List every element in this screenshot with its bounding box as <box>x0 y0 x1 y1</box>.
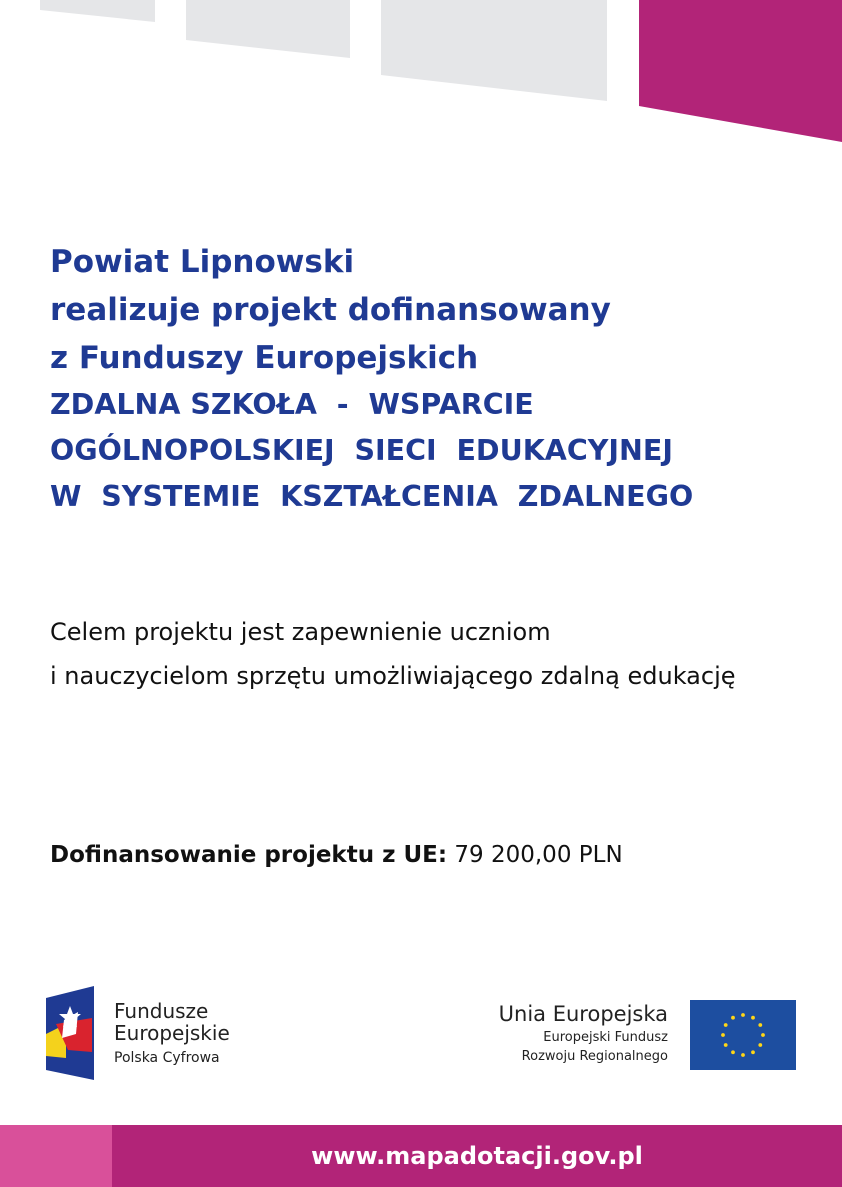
headline-line-2: realizuje projekt dofinansowany <box>50 292 611 328</box>
fundusze-europejskie-logo <box>114 1000 230 1070</box>
headline-line-1: Powiat Lipnowski <box>50 244 355 280</box>
funding-value: 79 200,00 PLN <box>454 842 623 868</box>
ue-title: Unia Europejska <box>498 1002 668 1026</box>
ue-line-1: Europejski Fundusz <box>543 1030 668 1045</box>
headline-line-6: W SYSTEMIE KSZTAŁCENIA ZDALNEGO <box>50 480 694 513</box>
website-url: www.mapadotacji.gov.pl <box>311 1142 643 1170</box>
funding-amount <box>50 842 623 868</box>
footer-accent <box>0 1125 112 1187</box>
gray-panel-2 <box>186 0 350 58</box>
headline-line-3: z Funduszy Europejskich <box>50 340 479 376</box>
unia-europejska-logo <box>499 1000 668 1066</box>
gray-panel-3 <box>381 0 607 101</box>
fe-line-3: Polska Cyfrowa <box>114 1050 220 1066</box>
gray-panel-1 <box>40 0 155 22</box>
ue-line-2: Rozwoju Regionalnego <box>521 1049 668 1064</box>
fe-line-2: Europejskie <box>114 1021 230 1045</box>
header-decoration <box>0 0 842 150</box>
fundusze-europejskie-icon <box>46 986 96 1080</box>
fe-line-1: Fundusze <box>114 999 209 1023</box>
footer-bar <box>0 1125 842 1187</box>
description-line-1: Celem projektu jest zapewnienie uczniom <box>50 618 551 646</box>
headline-line-5: OGÓLNOPOLSKIEJ SIECI EDUKACYJNEJ <box>50 434 673 467</box>
eu-flag-icon <box>690 1000 796 1070</box>
description-line-2: i nauczycielom sprzętu umożliwiającego zdalną edukację <box>50 662 736 690</box>
headline <box>50 238 810 520</box>
magenta-panel <box>639 0 842 142</box>
project-description <box>50 610 770 694</box>
funding-label: Dofinansowanie projektu z UE: <box>50 842 448 868</box>
headline-line-4: ZDALNA SZKOŁA - WSPARCIE <box>50 388 534 421</box>
